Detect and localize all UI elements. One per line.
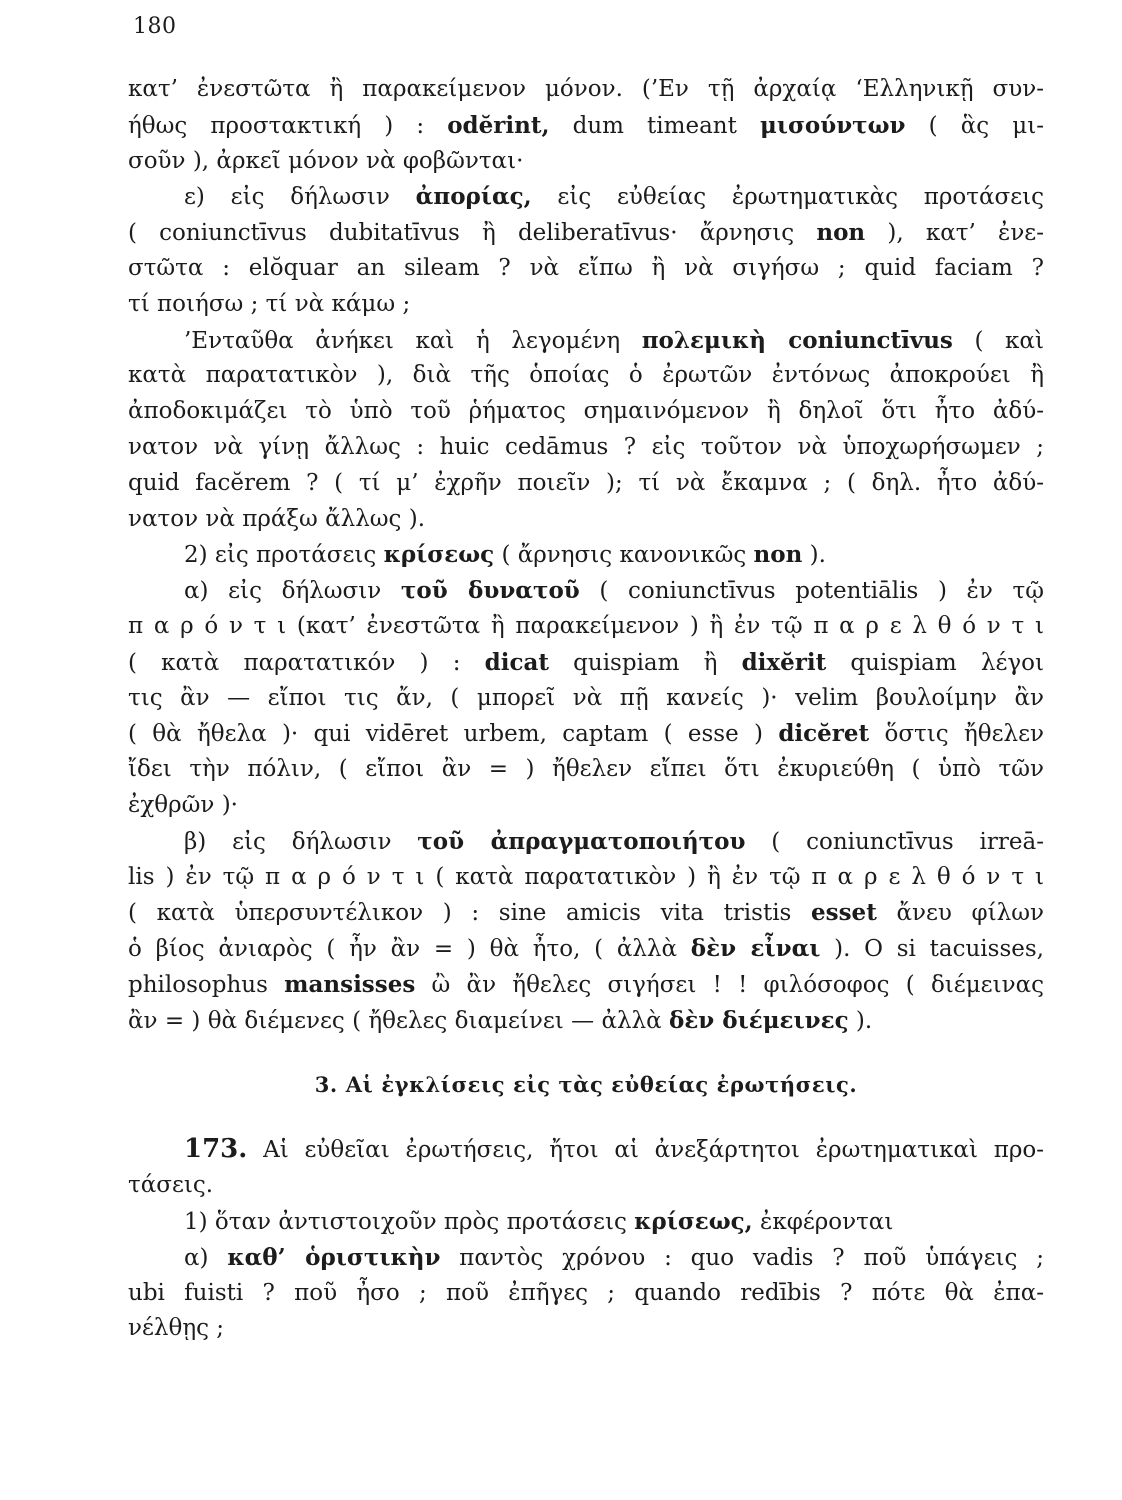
text-segment: ὢ ἂν ἤθελες σιγήσει ! ! φιλόσοφος ( διέμεινας [415,971,1044,998]
bold-term: δὲν εἶναι [690,935,821,963]
text-segment: στῶτα : elŏquar an sileam ? νὰ εἴπω ἢ νὰ σιγήσω ; quid faciam ? [128,254,1044,281]
text-segment: ( θὰ ἤθελα )· qui vidēret urbem, captam ( esse ) [128,721,779,748]
text-line [128,358,1044,394]
text-segment: α) [184,1244,228,1271]
text-line [128,573,1044,609]
text-line [128,108,1044,144]
text-line [128,215,1044,251]
bold-term: τοῦ ἀπραγματοποιήτου [417,827,746,855]
text-line [128,824,1044,860]
text-line [128,609,1044,645]
text-segment: ). [802,542,826,569]
text-segment: ὅστις ἤθελεν [869,721,1044,748]
bold-term: τοῦ δυνατοῦ [400,577,580,605]
bold-term: dicĕret [778,720,870,748]
text-line [128,323,1044,359]
text-segment: τάσεις. [128,1172,214,1199]
text-segment: ἴδει τὴν πόλιν, ( εἴποι ἂν = ) ἤθελεν εἴπει ὅτι ἐκυριεύθη ( ὑπὸ τῶν [128,756,1044,783]
text-segment: νατον νὰ πράξω ἄλλως ). [128,505,426,532]
text-segment: 2) εἰς προτάσεις [184,542,384,569]
text-segment: Αἱ εὐθεῖαι ἐρωτήσεις, ἤτοι αἱ ἀνεξάρτητοι ἐρωτηματικαὶ προ- [247,1137,1044,1164]
bold-term: esset [811,899,877,927]
text-line [128,645,1044,681]
page-text [128,72,1044,1347]
text-line [128,967,1044,1003]
section-heading: 3. Αἱ ἐγκλίσεις εἰς τὰς εὐθείας ἐρωτήσεις. [314,1071,858,1097]
bold-term: non [816,219,866,247]
text-segment: quispiam ἢ [548,649,742,676]
text-line [128,681,1044,717]
text-line [128,466,1044,502]
text-segment: ). [848,1007,873,1034]
text-segment: τί ποιήσω ; τί νὰ κάμω ; [128,290,411,317]
bold-term: mansisses [284,970,416,998]
page-number: 180 [133,14,177,39]
text-segment: ( coniunctīvus dubitatīvus ἢ deliberatīvus· ἄρνησις [128,220,817,247]
text-segment: νατον νὰ γίνῃ ἄλλως : huic cedāmus ? εἰς τοῦτον νὰ ὑποχωρήσωμεν ; [128,433,1044,460]
text-line [128,895,1044,931]
text-segment: philosophus [128,971,285,998]
bold-term: dixĕrit [741,648,827,676]
text-segment: ). O si tacuisses, [820,936,1044,963]
text-segment: κατὰ παρατατικὸν ), διὰ τῆς ὁποίας ὁ ἐρωτῶν ἐντόνως ἀποκρούει ἢ [128,362,1044,389]
text-line [128,179,1044,215]
text-line [128,537,1044,573]
text-segment: ( ἄρνησις κανονικῶς [494,542,754,569]
text-segment: ( κατὰ ὑπερσυντέλικον ) : sine amicis vita tristis [128,900,812,927]
text-segment: ubi fuisti ? ποῦ ἦσο ; ποῦ ἐπῆγες ; quando redībis ? πότε θὰ ἐπα- [128,1279,1044,1306]
text-segment: σοῦν ), ἀρκεῖ μόνον νὰ φοβῶνται· [128,147,524,174]
text-line [128,752,1044,788]
text-segment: quispiam λέγοι [826,649,1044,676]
text-line [128,394,1044,430]
text-line [128,1311,1044,1347]
bold-term: μισούντων [759,111,906,139]
text-line [128,1132,1044,1168]
text-segment: lis ) ἐν τῷ π α ρ ό ν τ ι ( κατὰ παρατατικὸν ) ἢ ἐν τῷ π α ρ ε λ θ ό ν τ ι [128,863,1044,890]
text-line [128,144,1044,180]
text-segment: ἐχθρῶν )· [128,791,238,818]
section-173-paragraphs [128,1132,1044,1347]
text-segment: ἐκφέρονται [752,1208,894,1235]
text-segment: 1) ὅταν ἀντιστοιχοῦν πρὸς προτάσεις [184,1208,635,1235]
bold-term: καθ’ ὁριστικὴν [227,1243,441,1271]
text-segment: α) εἰς δήλωσιν [184,578,401,605]
text-segment: β) εἰς δήλωσιν [184,828,418,855]
text-line [128,251,1044,287]
bold-term: πολεμικὴ coniunctīvus [641,326,953,354]
text-segment: quid facĕrem ? ( τί μ’ ἐχρῆν ποιεῖν ); τί νὰ ἔκαμνα ; ( δηλ. ἦτο ἀδύ- [128,469,1044,496]
text-segment: ἀποδοκιμάζει τὸ ὑπὸ τοῦ ῥήματος σημαινόμενον ἢ δηλοῖ ὅτι ἦτο ἀδύ- [128,398,1044,425]
text-segment: τις ἂν — εἴποι τις ἄν, ( μπορεῖ νὰ πῇ κανείς )· velim βουλοίμην ἂν [128,684,1044,711]
text-segment: ’Ενταῦθα ἀνήκει καὶ ἡ λεγομένη [184,327,642,354]
bold-term: odĕrint, [447,111,550,139]
text-segment: π α ρ ό ν τ ι (κατ’ ἐνεστῶτα ἢ παρακείμενον ) ἢ ἐν τῷ π α ρ ε λ θ ό ν τ ι [128,612,1044,639]
text-segment: ( coniunctīvus irreā- [745,828,1044,855]
bold-term: non [753,541,803,569]
text-segment: ( κατὰ παρατατικόν ) : [128,649,485,676]
text-segment: κατ’ ἐνεστῶτα ἢ παρακείμενον μόνον. (’Εν τῇ ἀρχαίᾳ ‘Ελληνικῇ συν- [128,76,1044,102]
text-line [128,72,1044,108]
text-segment: ( καὶ [952,327,1044,354]
text-segment: νέλθῃς ; [128,1315,225,1342]
text-line [128,430,1044,466]
text-segment: ἂν = ) θὰ διέμενες ( ἤθελες διαμείνει — ἀλλὰ [128,1007,669,1034]
paragraph-number: 173. [184,1134,248,1165]
text-line [128,1240,1044,1276]
text-line [128,1168,1044,1204]
text-line [128,1003,1044,1039]
bold-term: κρίσεως [383,541,495,569]
text-segment: παντὸς χρόνου : quo vadis ? ποῦ ὑπάγεις ; [440,1244,1044,1271]
bold-term: δὲν διέμεινες [668,1006,849,1034]
text-segment: ήθως προστακτική ) : [128,112,448,139]
text-line [128,716,1044,752]
text-segment: ), κατ’ ἐνε- [865,220,1044,247]
text-line [128,1276,1044,1312]
text-segment: εἰς εὐθείας ἐρωτηματικὰς προτάσεις [531,184,1045,211]
text-line [128,502,1044,538]
text-line [128,1204,1044,1240]
text-line [128,931,1044,967]
text-line [128,860,1044,896]
bold-term: κρίσεως, [634,1207,753,1235]
text-segment: dum timeant [549,112,760,139]
bold-term: dicat [484,648,549,676]
bold-term: ἀπορίας, [415,183,532,211]
text-segment: ὁ βίος ἀνιαρὸς ( ἦν ἂν = ) θὰ ἦτο, ( ἀλλὰ [128,936,691,963]
text-line [128,287,1044,323]
body-paragraphs [128,72,1044,1039]
text-segment: ( ἃς μι- [905,112,1044,139]
text-line [128,788,1044,824]
text-segment: ἄνευ φίλων [876,900,1044,927]
text-segment: ε) εἰς δήλωσιν [184,184,416,211]
text-segment: ( coniunctīvus potentiālis ) ἐν τῷ [579,578,1045,605]
